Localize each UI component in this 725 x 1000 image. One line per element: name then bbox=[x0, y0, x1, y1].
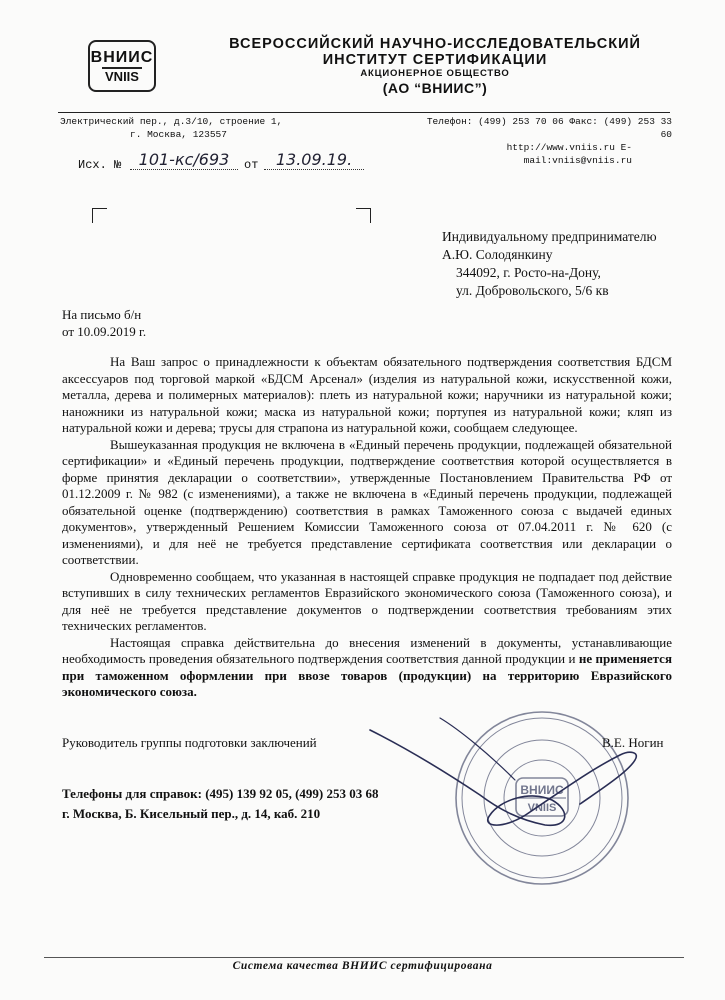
reference-date: 13.09.19. bbox=[264, 150, 364, 170]
address-block bbox=[60, 115, 310, 141]
reference-number: 101-кс/693 bbox=[130, 150, 238, 170]
footer-divider bbox=[44, 957, 684, 958]
org-line1: ВСЕРОССИЙСКИЙ НАУЧНО-ИССЛЕДОВАТЕЛЬСКИЙ bbox=[229, 36, 641, 52]
contacts-block bbox=[62, 784, 379, 824]
reference-date-prefix: от bbox=[244, 158, 259, 172]
handwritten-signature bbox=[330, 700, 660, 840]
web-email-line: http://www.vniis.ru E-mail:vniis@vniis.ru bbox=[506, 142, 632, 166]
recipient-block bbox=[442, 228, 657, 300]
address-line1: Электрический пер., д.3/10, строение 1, bbox=[60, 116, 283, 127]
recipient-line4: ул. Добровольского, 5/6 кв bbox=[456, 283, 609, 298]
org-line2: ИНСТИТУТ СЕРТИФИКАЦИИ bbox=[322, 52, 548, 68]
paragraph-3: Одновременно сообщаем, что указанная в настоящей справке продукция не подпадает под действие вступивших в силу технических регламентов Евразийского экономического союза (Таможенного союза), и для неё не требуется представление документов о подтверждении соответствия требованиям этих технических регламентов. bbox=[62, 568, 672, 633]
contact-block bbox=[410, 115, 672, 167]
logo-text-top: ВНИИС bbox=[90, 48, 154, 66]
org-line4: (АО “ВНИИС”) bbox=[382, 80, 488, 96]
address-corner-right bbox=[356, 208, 371, 223]
stamp-text-top: ВНИИС bbox=[520, 783, 564, 797]
paragraph-2: Вышеуказанная продукция не включена в «Единый перечень продукции, подлежащей обязательной сертификации» и «Единый перечень продукции, подтверждение соответствия которой осуществляется в форме принятия декларации о соответствии», утвержденные Постановлением Правительства РФ от 01.12.2009 г. № 982 (с изменениями), а также не включена в «Единый перечень продукции, подлежащей обязательной оценке (подтверждению) соответствия в рамках Таможенного союза с выдачей единых документов», утвержденный Решением Комиссии Таможенного союза от 07.04.2011 г. № 620 (с изменениями), и для неё не требуется представление сертификата соответствия или декларации о соответствии. bbox=[62, 436, 672, 567]
signatory-name: В.Е. Ногин bbox=[602, 735, 664, 750]
contacts-phones: Телефоны для справок: (495) 139 92 05, (499) 253 03 68 bbox=[62, 786, 379, 801]
paragraph-4-bold: не применяется при таможенном оформлении при ввозе товаров (продукции) на территорию Евразийского экономического союза. bbox=[62, 651, 672, 699]
reply-to-block bbox=[62, 306, 146, 340]
organization-header bbox=[220, 36, 650, 97]
paragraph-1: На Ваш запрос о принадлежности к объектам обязательного подтверждения соответствия БДСМ аксессуаров под торговой маркой «БДСМ Арсенал» (изделия из натуральной кожи, искусственной кожи, металла, дерева и полимерных материалов): плеть из натуральной кожи; наручники из натуральной кожи; наножники из натуральной кожи; маска из натуральной кожи; портупея из натуральной кожи; кляп из натуральной кожи и дерева; трусы для страпона из натуральной кожи, сообщаем следующее. bbox=[62, 354, 672, 435]
reply-line2: от 10.09.2019 г. bbox=[62, 324, 147, 339]
contacts-address: г. Москва, Б. Кисельный пер., д. 14, каб. 210 bbox=[62, 806, 321, 821]
vniis-logo bbox=[88, 40, 156, 92]
recipient-line3: 344092, г. Росто-на-Дону, bbox=[456, 265, 601, 280]
header-divider bbox=[58, 112, 670, 113]
signatory-position: Руководитель группы подготовки заключений bbox=[62, 735, 317, 750]
logo-text-bottom: VNIIS bbox=[102, 67, 142, 84]
footer-text: Система качества ВНИИС сертифицирована bbox=[232, 960, 493, 972]
letter-body bbox=[62, 354, 672, 701]
stamp-text-bottom: VNIIS bbox=[527, 802, 557, 814]
address-line2: г. Москва, 123557 bbox=[130, 129, 227, 140]
recipient-line2: А.Ю. Солодянкину bbox=[442, 247, 553, 262]
paragraph-4 bbox=[62, 635, 672, 701]
reference-prefix: Исх. № bbox=[78, 158, 122, 172]
reply-line1: На письмо б/н bbox=[62, 307, 142, 322]
recipient-line1: Индивидуальному предпринимателю bbox=[442, 229, 657, 244]
paragraph-4-text: Настоящая справка действительна до внесения изменений в документы, устанавливающие необходимость проведения обязательного подтверждения соответствия данной продукции и bbox=[62, 634, 672, 666]
address-corner-left bbox=[92, 208, 107, 223]
org-line3: АКЦИОНЕРНОЕ ОБЩЕСТВО bbox=[360, 68, 510, 79]
phone-fax-line: Телефон: (499) 253 70 06 Факс: (499) 253 33 60 bbox=[426, 116, 672, 140]
